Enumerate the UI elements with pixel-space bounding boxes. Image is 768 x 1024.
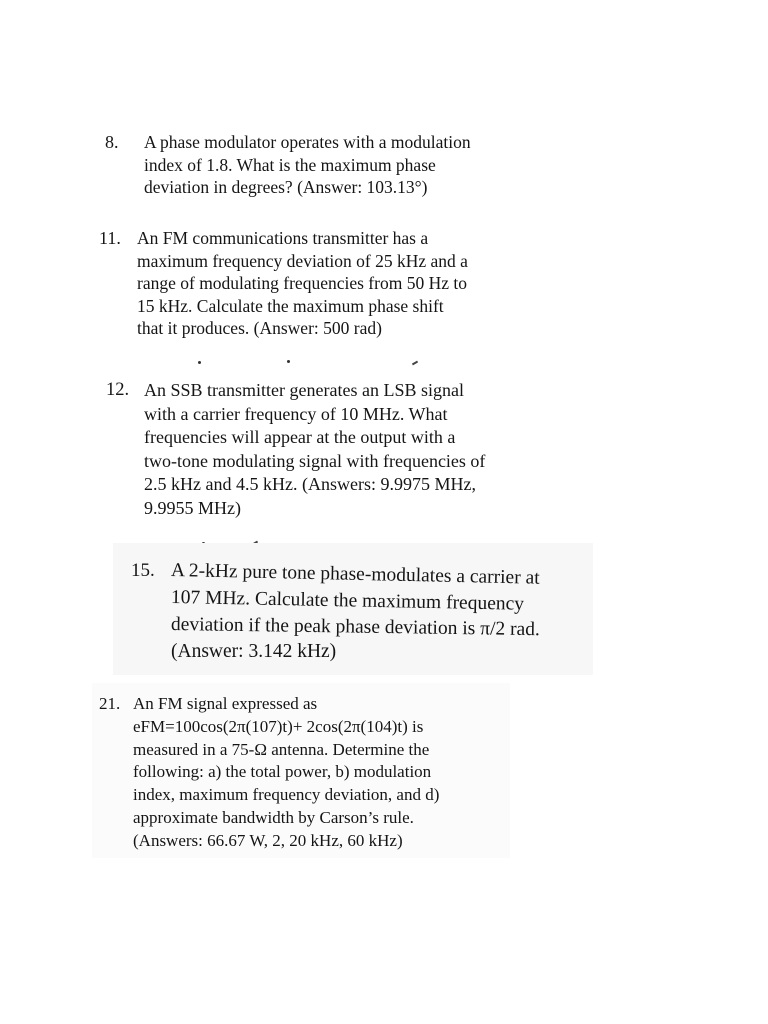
problem-line: deviation in degrees? (Answer: 103.13°) bbox=[144, 177, 428, 197]
problem-line: frequencies will appear at the output with a bbox=[144, 427, 456, 447]
problem-number: 11. bbox=[99, 228, 121, 248]
problem-text bbox=[144, 379, 485, 520]
problem-line: index, maximum frequency deviation, and d) bbox=[133, 785, 440, 805]
problem-line: with a carrier frequency of 10 MHz. What bbox=[144, 403, 448, 424]
problem-text bbox=[137, 227, 468, 340]
problem-line: deviation if the peak phase deviation is π/2 rad. bbox=[170, 614, 540, 641]
problem-line: (Answers: 66.67 W, 2, 20 kHz, 60 kHz) bbox=[133, 830, 403, 850]
problem-line: two-tone modulating signal with frequencies of bbox=[144, 450, 486, 471]
problem-line: A 2-kHz pure tone phase-modulates a carrier at bbox=[170, 560, 540, 589]
scan-speck bbox=[198, 361, 201, 364]
problem-text bbox=[144, 131, 471, 199]
problem-number: 21. bbox=[99, 694, 121, 713]
problem-line: measured in a 75-Ω antenna. Determine the bbox=[133, 739, 430, 759]
problem-line: approximate bandwidth by Carson’s rule. bbox=[133, 807, 414, 827]
problem-line: range of modulating frequencies from 50 Hz to bbox=[137, 273, 467, 293]
problem-line: maximum frequency deviation of 25 kHz and a bbox=[137, 250, 468, 271]
problem-line: following: a) the total power, b) modulation bbox=[133, 762, 432, 782]
problem-line: A phase modulator operates with a modulation bbox=[144, 132, 471, 152]
problem-text bbox=[171, 557, 540, 665]
problem-line: An FM signal expressed as bbox=[133, 694, 318, 713]
problem-line: 2.5 kHz and 4.5 kHz. (Answers: 9.9975 MHz, bbox=[144, 474, 476, 494]
problem-text bbox=[133, 693, 439, 853]
problem-number: 12. bbox=[106, 380, 130, 400]
problem-line: 9.9955 MHz) bbox=[144, 497, 241, 518]
problem-line: 107 MHz. Calculate the maximum frequency bbox=[170, 587, 525, 615]
problem-line: eFM=100cos(2π(107)t)+ 2cos(2π(104)t) is bbox=[133, 716, 424, 736]
problem-line: An SSB transmitter generates an LSB signal bbox=[144, 380, 464, 400]
scan-mark bbox=[412, 361, 418, 366]
problem-line: that it produces. (Answer: 500 rad) bbox=[137, 318, 382, 338]
problem-line: An FM communications transmitter has a bbox=[137, 228, 429, 248]
problem-line: 15 kHz. Calculate the maximum phase shift bbox=[137, 295, 444, 316]
problem-line: (Answer: 3.142 kHz) bbox=[171, 641, 337, 662]
scan-speck bbox=[287, 360, 290, 363]
problem-number: 8. bbox=[105, 132, 119, 152]
problem-line: index of 1.8. What is the maximum phase bbox=[144, 154, 436, 175]
problem-number: 15. bbox=[131, 560, 155, 581]
